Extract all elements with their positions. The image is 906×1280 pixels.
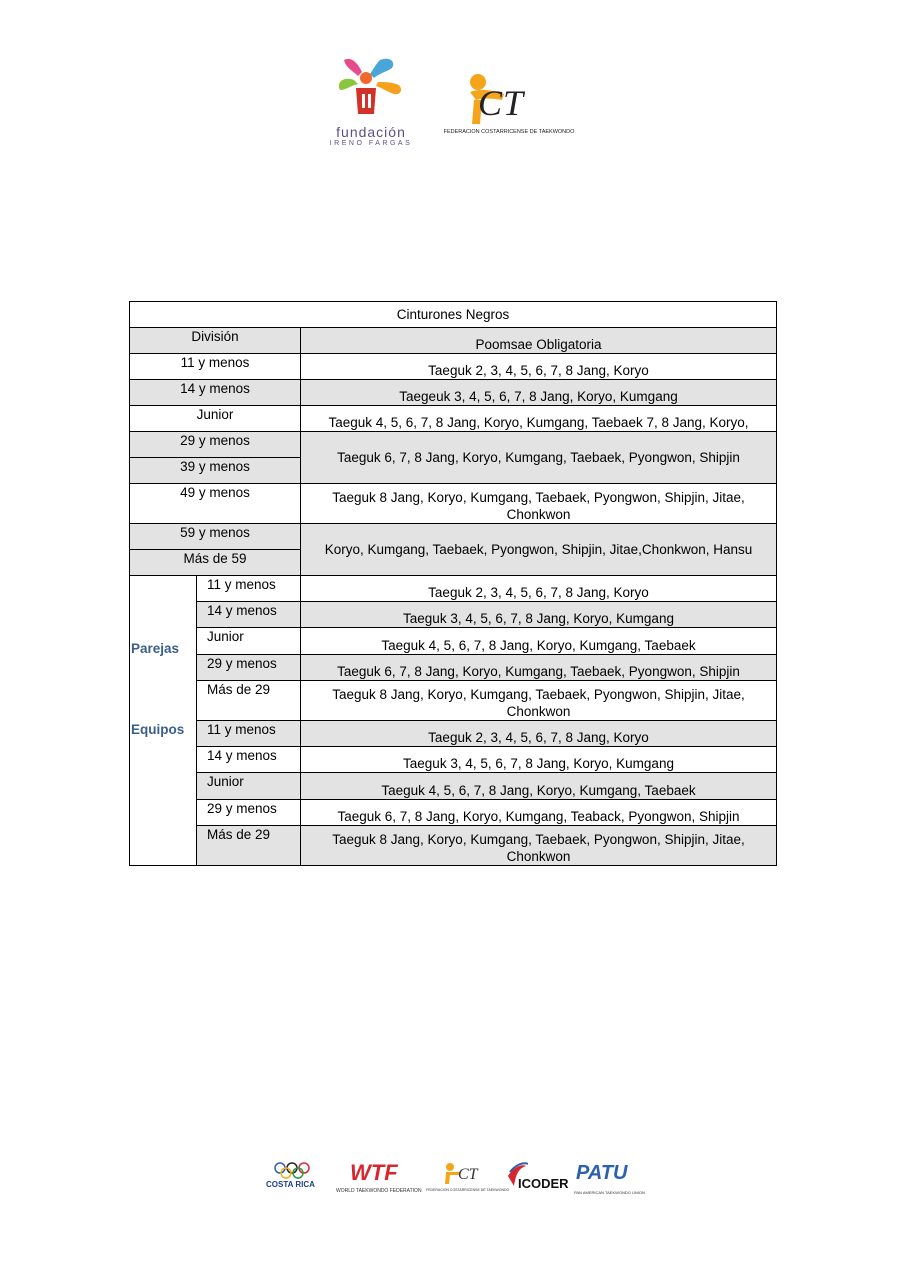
table-row-poomsae: Taeguk 2, 3, 4, 5, 6, 7, 8 Jang, Koryo [301, 576, 777, 602]
table-row-division: 29 y menos [197, 655, 301, 681]
sponsor-logos [264, 1160, 645, 1200]
table-row-division: 11 y menos [197, 576, 301, 602]
fct-footer-letters: CT [458, 1166, 478, 1183]
table-row-poomsae: Taeguk 4, 5, 6, 7, 8 Jang, Koryo, Kumgang, Taebaek [301, 773, 777, 800]
fct-footer-subtitle: FEDERACION COSTARRICENSE DE TAEKWONDO [426, 1188, 510, 1192]
table-row-poomsae: Taeguk 8 Jang, Koryo, Kumgang, Taebaek, Pyongwon, Shipjin, Jitae, Chonkwon [301, 681, 777, 721]
header-division: División [130, 328, 301, 354]
fundacion-subword: IRENO FARGAS [329, 140, 413, 147]
table-row-division: 14 y menos [197, 747, 301, 773]
table-row-poomsae: Taeguk 4, 5, 6, 7, 8 Jang, Koryo, Kumgang, Taebaek 7, 8 Jang, Koryo, [301, 406, 777, 432]
group-label-parejas: Parejas [130, 576, 197, 721]
table-row-poomsae: Taeguk 8 Jang, Koryo, Kumgang, Taebaek, Pyongwon, Shipjin, Jitae, Chonkwon [301, 484, 777, 524]
wtf-letters: WTF [350, 1160, 398, 1185]
patu-letters: PATU [576, 1162, 628, 1184]
table-row-poomsae: Taeguk 6, 7, 8 Jang, Koryo, Kumgang, Taebaek, Pyongwon, Shipjin [301, 655, 777, 681]
table-row-division: 59 y menos [130, 524, 301, 550]
table-row-division: Junior [130, 406, 301, 432]
patu-subtitle: PAN AMERICAN TAEKWONDO UNION [574, 1190, 645, 1195]
header-poomsae: Poomsae Obligatoria [301, 328, 777, 354]
table-row-division: Más de 59 [130, 550, 301, 576]
table-row-poomsae: Taegeuk 3, 4, 5, 6, 7, 8 Jang, Koryo, Kumgang [301, 380, 777, 406]
costa-rica-text: COSTA RICA [266, 1180, 315, 1189]
wtf-logo [334, 1160, 426, 1200]
table-row-poomsae: Taeguk 8 Jang, Koryo, Kumgang, Taebaek, Pyongwon, Shipjin, Jitae, Chonkwon [301, 826, 777, 866]
table-row-division: 14 y menos [130, 380, 301, 406]
fundacion-figures-icon [318, 54, 424, 124]
table-row-poomsae: Taeguk 4, 5, 6, 7, 8 Jang, Koryo, Kumgang, Taebaek [301, 628, 777, 655]
table-row-division: Junior [197, 628, 301, 655]
table-row-poomsae: Taeguk 6, 7, 8 Jang, Koryo, Kumgang, Taebaek, Pyongwon, Shipjin [301, 432, 777, 484]
table-row-poomsae: Taeguk 3, 4, 5, 6, 7, 8 Jang, Koryo, Kumgang [301, 747, 777, 773]
table-row-division: 29 y menos [197, 800, 301, 826]
table-row-division: Más de 29 [197, 826, 301, 866]
fct-logo [434, 72, 584, 142]
icoder-text: ICODER [518, 1176, 569, 1191]
fct-subtitle: FEDERACION COSTARRICENSE DE TAEKWONDO [443, 129, 575, 135]
fct-footer-logo [426, 1160, 510, 1200]
olympic-rings-icon [264, 1160, 332, 1180]
table-row-poomsae: Taeguk 2, 3, 4, 5, 6, 7, 8 Jang, Koryo [301, 354, 777, 380]
table-row-division: 11 y menos [130, 354, 301, 380]
table-row-poomsae: Taeguk 2, 3, 4, 5, 6, 7, 8 Jang, Koryo [301, 721, 777, 747]
wtf-subtitle: WORLD TAEKWONDO FEDERATION [336, 1188, 422, 1194]
group-label-equipos: Equipos [130, 721, 197, 866]
table-title: Cinturones Negros [130, 302, 777, 328]
table-row-division: 49 y menos [130, 484, 301, 524]
table-row-division: 39 y menos [130, 458, 301, 484]
patu-logo [574, 1160, 645, 1200]
table-row-poomsae: Koryo, Kumgang, Taebaek, Pyongwon, Shipjin, Jitae,Chonkwon, Hansu [301, 524, 777, 576]
icoder-logo [504, 1160, 570, 1200]
table-row-division: Más de 29 [197, 681, 301, 721]
costa-rica-olympic-logo [264, 1160, 332, 1200]
fct-letters: CT [478, 83, 525, 123]
table-row-division: 29 y menos [130, 432, 301, 458]
table-row-division: 14 y menos [197, 602, 301, 628]
fundacion-wordmark: fundación [336, 124, 406, 140]
fundacion-ireno-fargas-logo [318, 54, 424, 150]
table-row-poomsae: Taeguk 3, 4, 5, 6, 7, 8 Jang, Koryo, Kumgang [301, 602, 777, 628]
table-row-poomsae: Taeguk 6, 7, 8 Jang, Koryo, Kumgang, Teaback, Pyongwon, Shipjin [301, 800, 777, 826]
table-row-division: Junior [197, 773, 301, 800]
table-row-division: 11 y menos [197, 721, 301, 747]
poomsae-table [129, 301, 777, 866]
